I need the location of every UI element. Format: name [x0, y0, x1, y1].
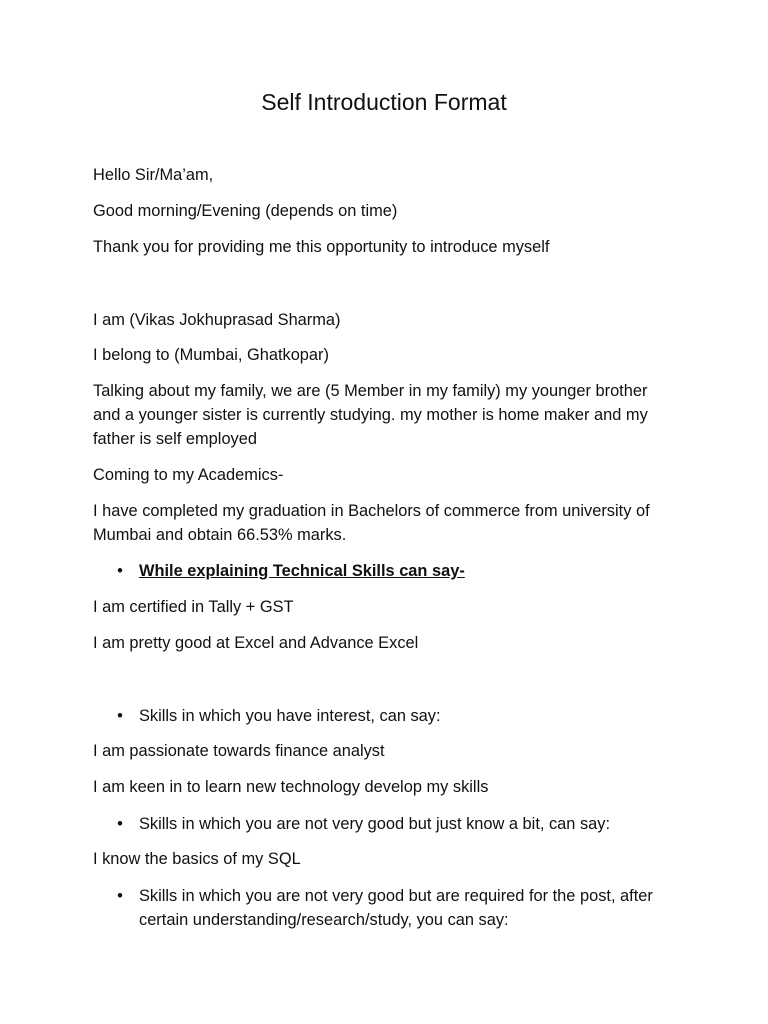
bullet-not-good-text: Skills in which you are not very good but just know a bit, can say:	[139, 815, 611, 833]
bullet-technical-text: While explaining Technical Skills can say-	[139, 562, 465, 580]
bullet-interest-text: Skills in which you have interest, can say:	[139, 707, 441, 725]
bullet-required-text: Skills in which you are not very good but are required for the post, after certain understanding/research/study, you can say:	[139, 887, 653, 929]
certified-line: I am certified in Tally + GST	[93, 598, 294, 616]
family-paragraph: Talking about my family, we are (5 Member in my family) my younger brother and a younger sister is currently studying. my mother is home maker and my father is self employed	[93, 382, 648, 448]
bullet-dot-icon: •	[117, 707, 123, 725]
excel-line: I am pretty good at Excel and Advance Excel	[93, 634, 419, 652]
greeting-line: Hello Sir/Ma’am,	[93, 166, 214, 184]
sql-line: I know the basics of my SQL	[93, 850, 301, 868]
bullet-dot-icon: •	[117, 887, 123, 905]
keen-line: I am keen in to learn new technology develop my skills	[93, 778, 489, 796]
academics-heading: Coming to my Academics-	[93, 466, 284, 484]
passionate-line: I am passionate towards finance analyst	[93, 742, 385, 760]
graduation-paragraph: I have completed my graduation in Bachelors of commerce from university of Mumbai and obtain 66.53% marks.	[93, 502, 650, 544]
thank-you-line: Thank you for providing me this opportunity to introduce myself	[93, 238, 550, 256]
good-morning-line: Good morning/Evening (depends on time)	[93, 202, 398, 220]
name-line: I am (Vikas Jokhuprasad Sharma)	[93, 311, 341, 329]
page-title: Self Introduction Format	[261, 89, 507, 115]
bullet-dot-icon: •	[117, 562, 123, 580]
bullet-dot-icon: •	[117, 815, 123, 833]
belong-line: I belong to (Mumbai, Ghatkopar)	[93, 346, 329, 364]
